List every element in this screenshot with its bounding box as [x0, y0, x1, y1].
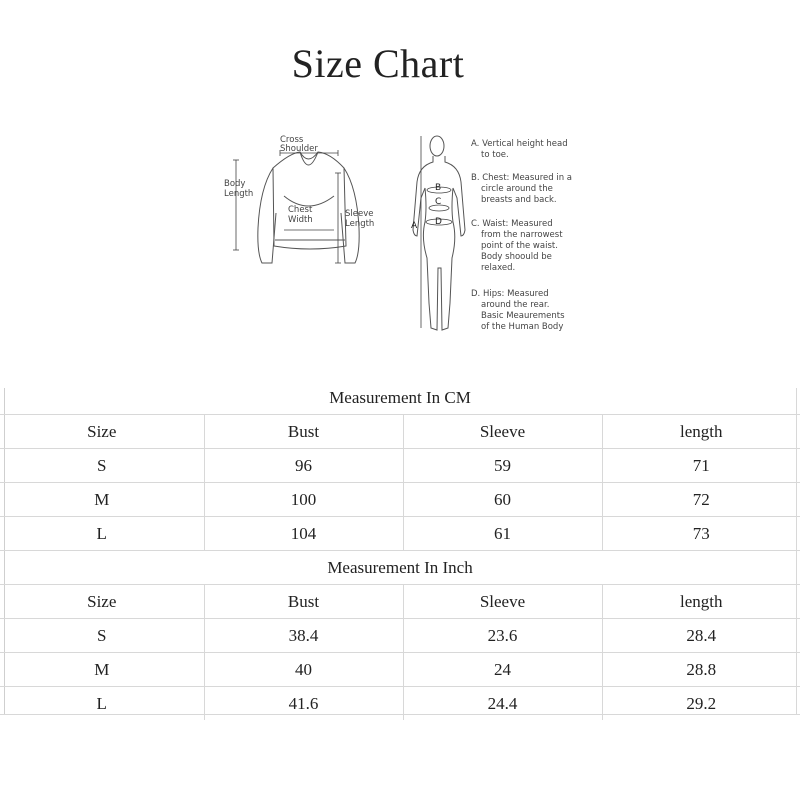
page-title: Size Chart — [291, 41, 465, 86]
header-length: length — [602, 415, 800, 449]
header-sleeve: Sleeve — [403, 415, 602, 449]
cell-size: S — [0, 449, 204, 483]
svg-text:Body shoould be: Body shoould be — [481, 252, 552, 262]
cell-size: L — [0, 687, 204, 721]
inch-table — [0, 550, 800, 720]
chest-width-label: Chest — [288, 205, 313, 215]
note-d — [471, 289, 565, 332]
marker-b: B — [435, 183, 442, 193]
svg-text:A. Vertical height head: A. Vertical height head — [471, 139, 568, 149]
cell-bust: 38.4 — [204, 619, 403, 653]
table-row — [0, 449, 800, 483]
header-length: length — [602, 585, 800, 619]
header-size: Size — [0, 585, 204, 619]
cm-table — [0, 381, 800, 550]
svg-text:from the narrowest: from the narrowest — [481, 230, 563, 240]
cell-sleeve: 24 — [403, 653, 602, 687]
body-measure-diagram — [405, 118, 585, 348]
svg-text:Basic Meaurements: Basic Meaurements — [481, 311, 565, 321]
note-b — [471, 173, 572, 205]
cm-table-caption-row — [0, 381, 800, 415]
table-row — [0, 483, 800, 517]
cell-size: S — [0, 619, 204, 653]
cell-size: M — [0, 483, 204, 517]
note-c — [471, 219, 563, 273]
svg-text:to toe.: to toe. — [481, 150, 509, 160]
cell-length: 28.4 — [602, 619, 800, 653]
header-size: Size — [0, 415, 204, 449]
table-row — [0, 619, 800, 653]
note-a — [471, 139, 568, 160]
size-tables — [0, 381, 800, 720]
cell-bust: 100 — [204, 483, 403, 517]
svg-text:circle around the: circle around the — [481, 184, 553, 194]
cell-size: M — [0, 653, 204, 687]
cell-length: 29.2 — [602, 687, 800, 721]
cell-bust: 41.6 — [204, 687, 403, 721]
inch-table-header-row — [0, 585, 800, 619]
body-length-label: Body — [224, 179, 246, 189]
marker-d: D — [435, 217, 442, 227]
svg-text:around the rear.: around the rear. — [481, 300, 550, 310]
table-row — [0, 653, 800, 687]
svg-text:D. Hips: Measured: D. Hips: Measured — [471, 289, 549, 299]
cell-sleeve: 59 — [403, 449, 602, 483]
cell-length: 72 — [602, 483, 800, 517]
sleeve-length-label: Sleeve — [345, 209, 374, 219]
svg-text:Length: Length — [224, 189, 254, 199]
marker-c: C — [435, 197, 442, 207]
table-bottom-edge — [0, 714, 800, 715]
cell-size: L — [0, 517, 204, 551]
cell-sleeve: 61 — [403, 517, 602, 551]
header-bust: Bust — [204, 585, 403, 619]
svg-text:breasts and back.: breasts and back. — [481, 195, 557, 205]
header-bust: Bust — [204, 415, 403, 449]
svg-text:Shoulder: Shoulder — [280, 144, 318, 154]
svg-text:relaxed.: relaxed. — [481, 263, 516, 273]
cell-length: 28.8 — [602, 653, 800, 687]
svg-text:Width: Width — [288, 215, 313, 225]
cell-sleeve: 60 — [403, 483, 602, 517]
cell-sleeve: 24.4 — [403, 687, 602, 721]
cell-bust: 104 — [204, 517, 403, 551]
inch-table-caption: Measurement In Inch — [0, 551, 800, 585]
svg-text:point of the waist.: point of the waist. — [481, 241, 558, 251]
svg-text:B. Chest: Measured in a: B. Chest: Measured in a — [471, 173, 572, 183]
svg-text:C. Waist: Measured: C. Waist: Measured — [471, 219, 553, 229]
header-sleeve: Sleeve — [403, 585, 602, 619]
svg-text:Length: Length — [345, 219, 375, 229]
cell-sleeve: 23.6 — [403, 619, 602, 653]
garment-diagram — [218, 118, 398, 348]
cm-table-header-row — [0, 415, 800, 449]
cm-table-caption: Measurement In CM — [329, 387, 471, 407]
svg-text:of the Human Body: of the Human Body — [481, 322, 564, 332]
cell-bust: 96 — [204, 449, 403, 483]
cell-length: 71 — [602, 449, 800, 483]
cell-length: 73 — [602, 517, 800, 551]
marker-a: A — [411, 221, 418, 231]
cross-shoulder-label: Cross — [280, 135, 304, 145]
cell-bust: 40 — [204, 653, 403, 687]
inch-table-caption-row — [0, 551, 800, 585]
table-row — [0, 517, 800, 551]
